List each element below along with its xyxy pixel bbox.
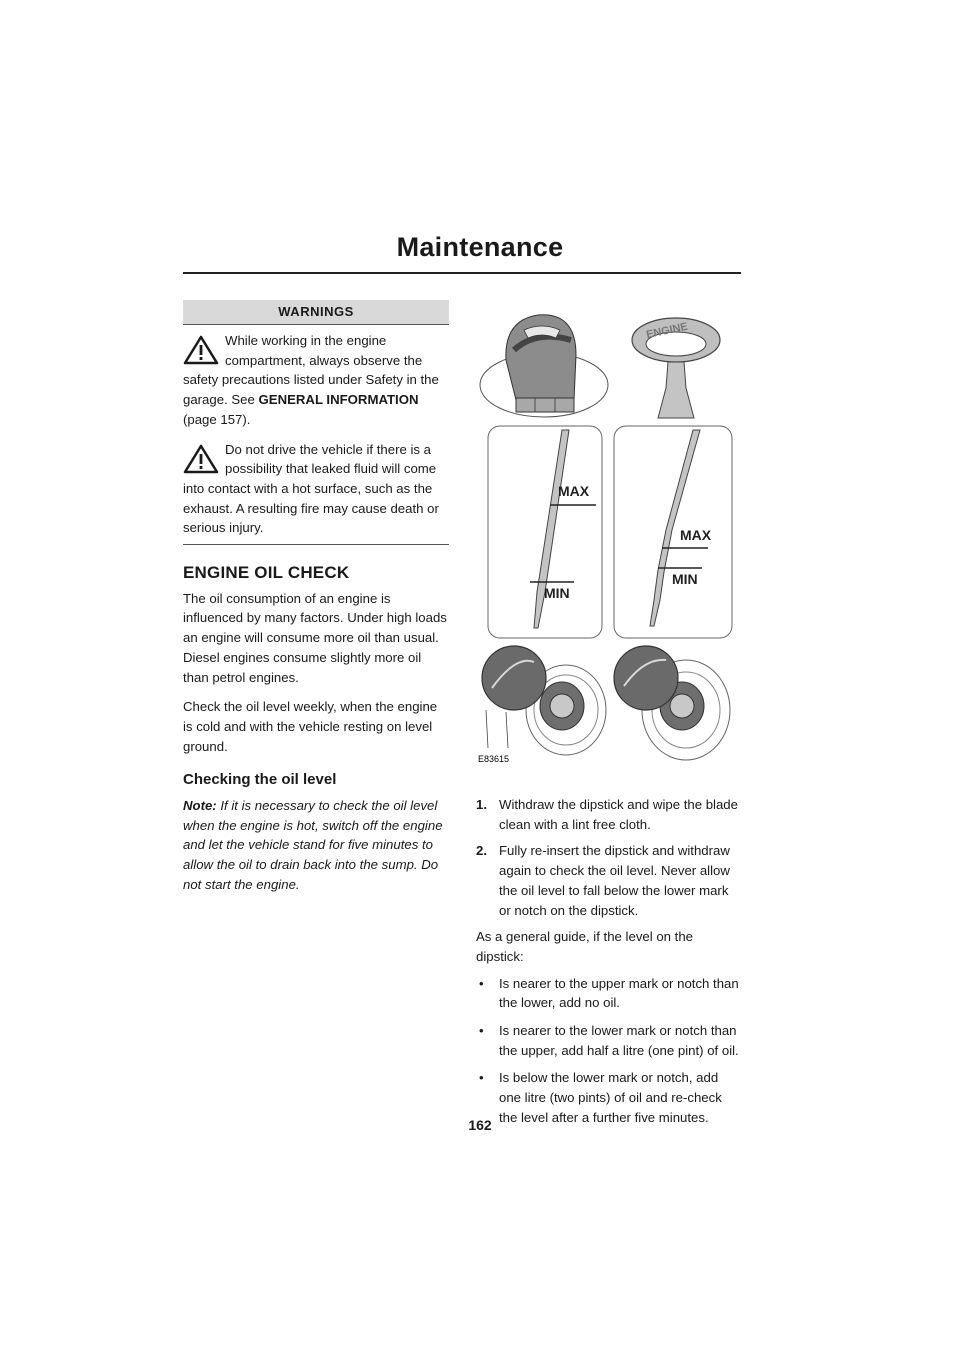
warning-triangle-icon [183, 335, 219, 365]
page-title: Maintenance [396, 232, 564, 262]
list-item: • Is below the lower mark or notch, add one litre (two pints) of oil and re-check the level after a further five minutes. [479, 1070, 722, 1125]
warning-text-1: While working in the engine compartment, always observe the safety precautions listed under Safety in the garage. See GENERAL INFORMATION (page 157). [183, 333, 439, 427]
cross-reference-link[interactable]: GENERAL INFORMATION [258, 392, 419, 408]
step-2: 2. Fully re-insert the dipstick and withdraw again to check the oil level. Never allow the oil level to fall below the lower mark or notch on the dipstick. [476, 843, 730, 918]
section-heading: ENGINE OIL CHECK [183, 563, 350, 583]
max-label-right: MAX [680, 527, 712, 543]
step-1: 1. Withdraw the dipstick and wipe the blade clean with a lint free cloth. [476, 797, 738, 832]
warning-text-2: Do not drive the vehicle if there is a possibility that leaked fluid will come into contact with a hot surface, such as the exhaust. A resulting fire may cause death or serious injury. [183, 441, 439, 536]
dipstick-handle-figure [632, 318, 720, 418]
warnings-end-rule [183, 544, 449, 545]
section-paragraph-2: Check the oil level weekly, when the engine is cold and with the vehicle resting on level ground. [183, 699, 438, 754]
list-item: • Is nearer to the lower mark or notch than the upper, add half a litre (one pint) of oil. [479, 1023, 739, 1058]
page-number: 162 [468, 1117, 492, 1133]
warning-triangle-icon [183, 444, 219, 474]
max-label-left: MAX [558, 483, 590, 499]
engine-label: ENGINE [645, 320, 689, 342]
dipstick-blade-right [650, 430, 712, 626]
dipstick-illustration [476, 300, 742, 775]
figure-code: E83615 [478, 754, 510, 764]
warning-item-2 [183, 440, 449, 539]
dipstick-panel-left [488, 426, 602, 638]
note-paragraph: Note: If it is necessary to check the oil level when the engine is hot, switch off the engine and let the vehicle stand for five minutes to allow the oil to drain back into the sump. Do not start the engine. [183, 798, 443, 892]
subsection-heading: Checking the oil level [183, 771, 337, 789]
warnings-heading: WARNINGS [183, 300, 449, 325]
bullet-dot-icon: • [479, 1023, 484, 1039]
title-rule [183, 272, 741, 274]
bullet-dot-icon: • [479, 975, 484, 991]
bullet-dot-icon: • [479, 1070, 484, 1086]
oil-filler-cap-figure [480, 315, 608, 417]
min-label-right: MIN [672, 571, 698, 587]
right-column [476, 795, 742, 1136]
list-item: • Is nearer to the upper mark or notch than the lower, add no oil. [479, 975, 739, 1011]
filler-neck-figure-right [614, 646, 730, 760]
left-column [183, 300, 449, 895]
guide-intro: As a general guide, if the level on the dipstick: [476, 929, 694, 964]
dipstick-blade-left [530, 430, 596, 628]
section-paragraph-1: The oil consumption of an engine is influenced by many factors. Under high loads an engine will consume more oil than usual. Diesel engines consume slightly more oil than petrol engines. [183, 590, 447, 685]
filler-neck-figure-left [482, 646, 606, 755]
min-label-left: MIN [544, 585, 570, 601]
warning-item-1 [183, 331, 449, 430]
dipstick-panel-right [614, 426, 732, 638]
